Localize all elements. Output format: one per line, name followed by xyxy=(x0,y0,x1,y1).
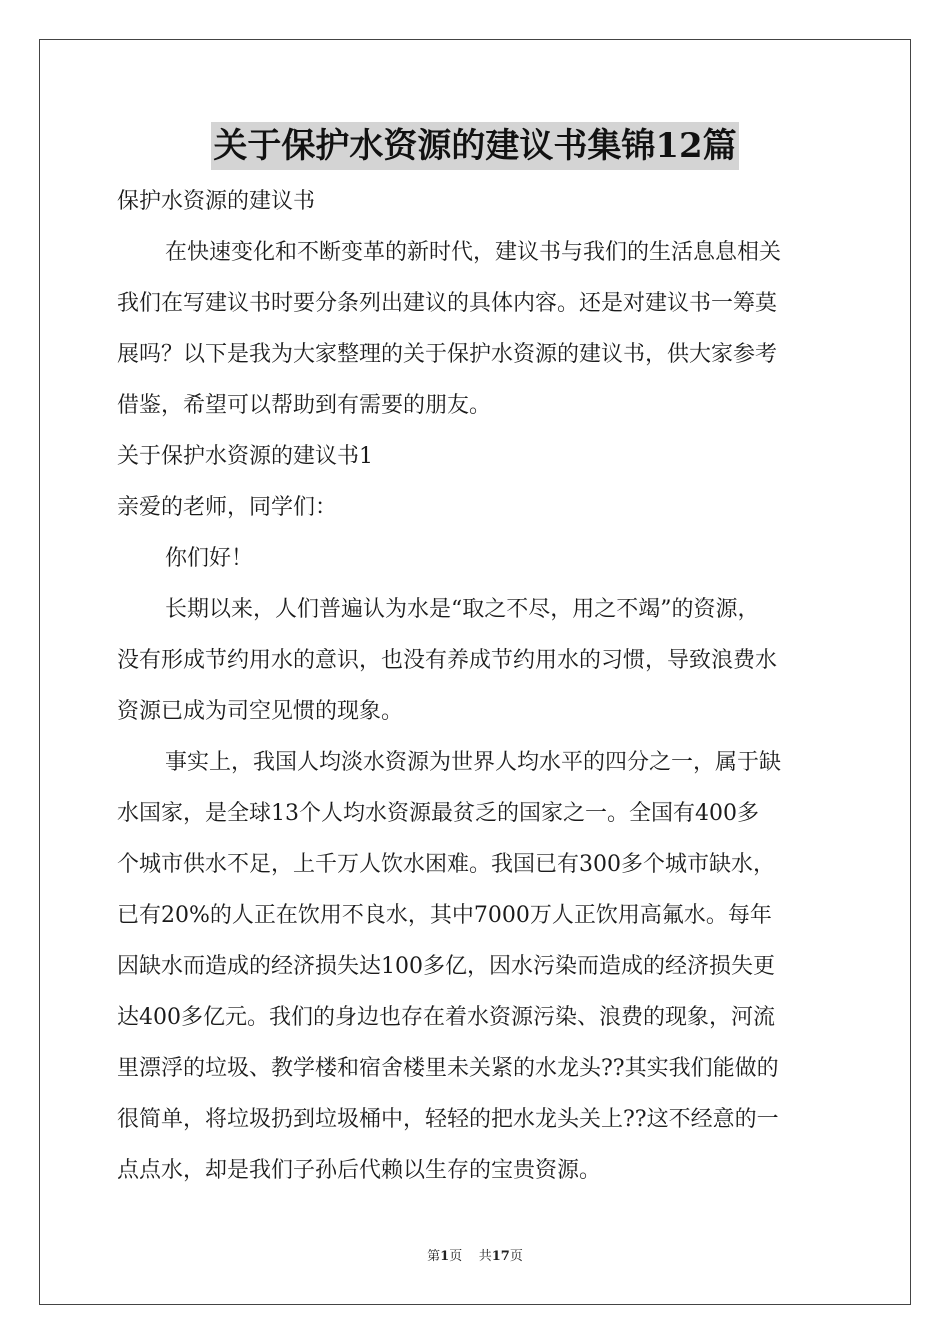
page-suffix: 页 xyxy=(509,1249,523,1264)
page-footer xyxy=(0,1245,950,1264)
page-total: 17 xyxy=(491,1249,510,1264)
greeting: 你们好！ xyxy=(165,546,254,571)
intro-line: 我们在写建议书时要分条列出建议的具体内容。还是对建议书一筹莫 xyxy=(117,291,778,316)
intro-line: 借鉴，希望可以帮助到有需要的朋友。 xyxy=(117,393,492,418)
paragraph-line: 已有20%的人正在饮用不良水，其中7000万人正饮用高氟水。每年 xyxy=(117,903,772,928)
salutation: 亲爱的老师，同学们： xyxy=(117,495,338,520)
title-container xyxy=(0,122,950,170)
paragraph-line: 因缺水而造成的经济损失达100多亿，因水污染而造成的经济损失更 xyxy=(117,954,775,979)
page-mid: 页 共 xyxy=(449,1249,492,1264)
paragraph-line: 资源已成为司空见惯的现象。 xyxy=(117,699,404,724)
paragraph-line: 点点水，却是我们子孙后代赖以生存的宝贵资源。 xyxy=(117,1158,602,1183)
paragraph-2 xyxy=(117,737,837,1196)
intro-line: 展吗？以下是我为大家整理的关于保护水资源的建议书，供大家参考 xyxy=(117,342,778,367)
intro-paragraph xyxy=(117,227,837,431)
paragraph-line: 水国家，是全球13个人均水资源最贫乏的国家之一。全国有400多 xyxy=(117,801,759,826)
paragraph-line: 长期以来，人们普遍认为水是“取之不尽，用之不竭”的资源， xyxy=(165,597,760,622)
paragraph-line: 个城市供水不足，上千万人饮水困难。我国已有300多个城市缺水， xyxy=(117,852,775,877)
paragraph-line: 很简单，将垃圾扔到垃圾桶中，轻轻的把水龙头关上??这不经意的一 xyxy=(117,1107,779,1132)
paragraph-line: 里漂浮的垃圾、教学楼和宿舍楼里未关紧的水龙头??其实我们能做的 xyxy=(117,1056,779,1081)
paragraph-line: 没有形成节约用水的意识，也没有养成节约用水的习惯，导致浪费水 xyxy=(117,648,778,673)
intro-heading: 保护水资源的建议书 xyxy=(117,189,316,214)
intro-line: 在快速变化和不断变革的新时代，建议书与我们的生活息息相关 xyxy=(165,240,782,265)
page-prefix: 第 xyxy=(427,1249,441,1264)
section-heading: 关于保护水资源的建议书1 xyxy=(117,444,373,469)
document-title: 关于保护水资源的建议书集锦12篇 xyxy=(211,122,738,170)
paragraph-1 xyxy=(117,584,837,737)
document-body xyxy=(117,176,837,1196)
paragraph-line: 达400多亿元。我们的身边也存在着水资源污染、浪费的现象，河流 xyxy=(117,1005,775,1030)
paragraph-line: 事实上，我国人均淡水资源为世界人均水平的四分之一，属于缺 xyxy=(165,750,782,775)
page-current: 1 xyxy=(440,1249,450,1264)
